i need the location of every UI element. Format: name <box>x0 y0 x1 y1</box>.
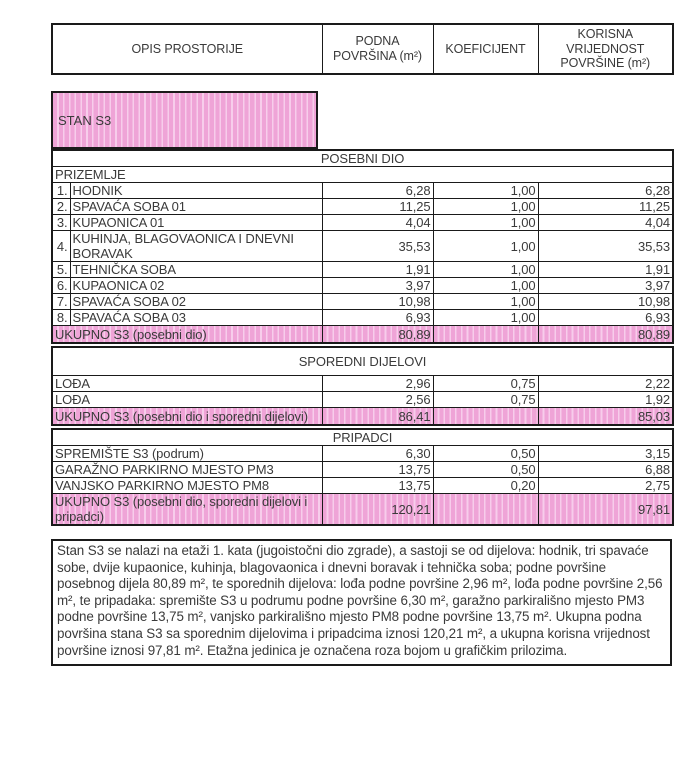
cell-korisna: 6,28 <box>538 183 673 199</box>
section-title-row <box>52 429 673 446</box>
total-label: UKUPNO S3 (posebni dio i sporedni dijelovi) <box>52 408 322 426</box>
cell-podna: 6,93 <box>322 310 433 326</box>
cell-koef: 1,00 <box>433 278 538 294</box>
header-cell-opis: OPIS PROSTORIJE <box>52 24 322 74</box>
cell-korisna: 2,22 <box>538 376 673 392</box>
section-title-row <box>52 150 673 167</box>
total-row <box>52 326 673 344</box>
table-row <box>52 376 673 392</box>
total-row <box>52 408 673 426</box>
row-number: 2. <box>52 199 70 215</box>
total-row <box>52 494 673 526</box>
table-row <box>52 183 673 199</box>
total-podna: 120,21 <box>322 494 433 526</box>
room-name: TEHNIČKA SOBA <box>70 262 322 278</box>
room-name: VANJSKO PARKIRNO MJESTO PM8 <box>52 478 322 494</box>
cell-koef: 0,20 <box>433 478 538 494</box>
cell-koef: 0,50 <box>433 446 538 462</box>
section-table-pripadci <box>51 428 674 526</box>
table-row <box>52 231 673 262</box>
cell-koef: 1,00 <box>433 215 538 231</box>
section-subtitle-row <box>52 167 673 183</box>
cell-korisna: 11,25 <box>538 199 673 215</box>
cell-koef: 1,00 <box>433 183 538 199</box>
section-table-posebni-dio <box>51 149 674 344</box>
cell-podna: 1,91 <box>322 262 433 278</box>
table-row <box>52 262 673 278</box>
cell-korisna: 6,93 <box>538 310 673 326</box>
room-name: SPREMIŠTE S3 (podrum) <box>52 446 322 462</box>
stan-s3-label: STAN S3 <box>58 112 112 128</box>
cell-podna: 6,30 <box>322 446 433 462</box>
section-title: SPOREDNI DIJELOVI <box>52 347 673 376</box>
room-name: LOĐA <box>52 392 322 408</box>
cell-podna: 6,28 <box>322 183 433 199</box>
total-podna: 86,41 <box>322 408 433 426</box>
cell-podna: 2,96 <box>322 376 433 392</box>
row-number: 6. <box>52 278 70 294</box>
total-label: UKUPNO S3 (posebni dio, sporedni dijelovi i pripadci) <box>52 494 322 526</box>
room-name: KUHINJA, BLAGOVAONICA I DNEVNI BORAVAK <box>70 231 322 262</box>
row-number: 5. <box>52 262 70 278</box>
table-row <box>52 462 673 478</box>
cell-podna: 4,04 <box>322 215 433 231</box>
table-row <box>52 446 673 462</box>
header-cell-koeficijent: KOEFICIJENT <box>433 24 538 74</box>
total-korisna: 97,81 <box>538 494 673 526</box>
table-row <box>52 215 673 231</box>
room-name: KUPAONICA 01 <box>70 215 322 231</box>
cell-koef: 0,50 <box>433 462 538 478</box>
sections <box>51 149 672 526</box>
cell-korisna: 10,98 <box>538 294 673 310</box>
header-cell-korisna: KORISNA VRIJEDNOST POVRŠINE (m²) <box>538 24 673 74</box>
row-number: 1. <box>52 183 70 199</box>
cell-podna: 2,56 <box>322 392 433 408</box>
table-row <box>52 278 673 294</box>
room-name: SPAVAĆA SOBA 03 <box>70 310 322 326</box>
room-name: SPAVAĆA SOBA 01 <box>70 199 322 215</box>
cell-koef: 1,00 <box>433 199 538 215</box>
section-subtitle: PRIZEMLJE <box>52 167 673 183</box>
row-number: 8. <box>52 310 70 326</box>
cell-korisna: 2,75 <box>538 478 673 494</box>
table-row <box>52 310 673 326</box>
total-korisna: 85,03 <box>538 408 673 426</box>
stan-s3-label-block <box>51 91 318 149</box>
total-label: UKUPNO S3 (posebni dio) <box>52 326 322 344</box>
cell-koef: 1,00 <box>433 310 538 326</box>
total-koef-empty <box>433 326 538 344</box>
cell-koef: 1,00 <box>433 262 538 278</box>
document <box>51 23 672 666</box>
cell-podna: 13,75 <box>322 462 433 478</box>
total-podna: 80,89 <box>322 326 433 344</box>
cell-korisna: 4,04 <box>538 215 673 231</box>
cell-korisna: 3,97 <box>538 278 673 294</box>
cell-koef: 0,75 <box>433 376 538 392</box>
cell-koef: 1,00 <box>433 294 538 310</box>
row-number: 3. <box>52 215 70 231</box>
section-table-sporedni-dijelovi <box>51 346 674 426</box>
cell-podna: 11,25 <box>322 199 433 215</box>
section-title-row <box>52 347 673 376</box>
cell-korisna: 1,92 <box>538 392 673 408</box>
room-name: SPAVAĆA SOBA 02 <box>70 294 322 310</box>
section-title: PRIPADCI <box>52 429 673 446</box>
header-cell-podna: PODNA POVRŠINA (m²) <box>322 24 433 74</box>
description-paragraph: Stan S3 se nalazi na etaži 1. kata (jugoistočni dio zgrade), a sastoji se od dijelova: hodnik, tri spavaće sobe, dvije kupaonice, kuhinja, blagovaonica i dnevni boravak i tehnička soba; podne površine posebnog dijela 80,89 m², te sporednih dijelova: lođa podne površine 2,96 m², lođa podne površine 2,56 m², te pripadaka: spremište S3 u podrumu podne površine 6,30 m², garažno parkirališno mjesto PM3 podne površine 13,75 m², vanjsko parkirališno mjesto PM8 podne površine 13,75 m². Ukupna podna površina stana S3 sa sporednim dijelovima i pripadcima iznosi 120,21 m², a ukupna korisna vrijednost površine iznosi 97,81 m². Etažna jedinica je označena roza bojom u grafičkim prilozima. <box>51 539 672 666</box>
table-row <box>52 392 673 408</box>
table-row <box>52 294 673 310</box>
cell-podna: 13,75 <box>322 478 433 494</box>
cell-podna: 35,53 <box>322 231 433 262</box>
cell-korisna: 3,15 <box>538 446 673 462</box>
cell-korisna: 1,91 <box>538 262 673 278</box>
cell-koef: 1,00 <box>433 231 538 262</box>
cell-korisna: 6,88 <box>538 462 673 478</box>
room-name: KUPAONICA 02 <box>70 278 322 294</box>
room-name: HODNIK <box>70 183 322 199</box>
row-number: 7. <box>52 294 70 310</box>
table-row <box>52 478 673 494</box>
row-number: 4. <box>52 231 70 262</box>
header-table <box>51 23 674 75</box>
room-name: GARAŽNO PARKIRNO MJESTO PM3 <box>52 462 322 478</box>
cell-podna: 10,98 <box>322 294 433 310</box>
cell-podna: 3,97 <box>322 278 433 294</box>
cell-koef: 0,75 <box>433 392 538 408</box>
cell-korisna: 35,53 <box>538 231 673 262</box>
table-row <box>52 199 673 215</box>
total-korisna: 80,89 <box>538 326 673 344</box>
room-name: LOĐA <box>52 376 322 392</box>
header-row <box>52 24 673 74</box>
section-title: POSEBNI DIO <box>52 150 673 167</box>
total-koef-empty <box>433 494 538 526</box>
total-koef-empty <box>433 408 538 426</box>
